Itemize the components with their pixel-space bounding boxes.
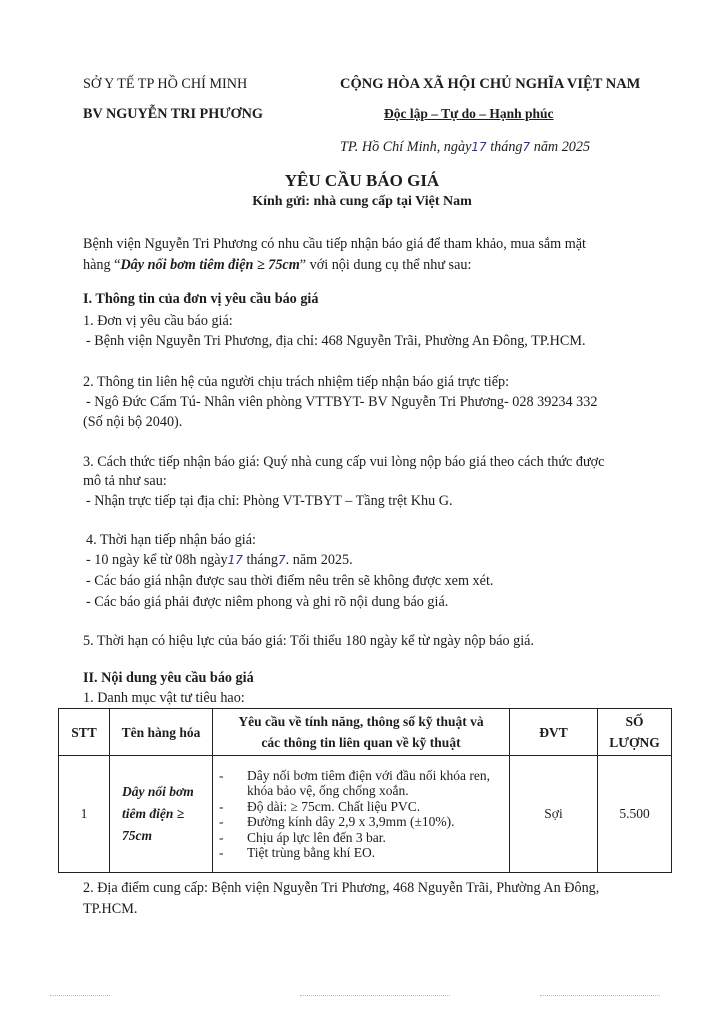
contact-extension: (Số nội bộ 2040). xyxy=(83,414,183,430)
col-header-qty-line-1: SỐ xyxy=(625,714,644,729)
section-1-item-3-cont: mô tả như sau: xyxy=(83,473,167,489)
date-prefix: TP. Hồ Chí Minh, ngày xyxy=(340,139,472,155)
col-header-unit: ĐVT xyxy=(510,709,598,756)
scan-artifact xyxy=(50,995,110,997)
scan-artifact xyxy=(540,995,660,997)
section-1-item-3-detail: - Nhận trực tiếp tại địa chỉ: Phòng VT-TBYT – Tầng trệt Khu G. xyxy=(86,493,453,509)
handwritten-deadline-month: 7 xyxy=(278,553,286,567)
national-motto-subtitle: Độc lập – Tự do – Hạnh phúc xyxy=(384,106,554,121)
cell-stt: 1 xyxy=(59,756,110,873)
col-header-spec xyxy=(213,709,510,756)
delivery-location-line-1: 2. Địa điểm cung cấp: Bệnh viện Nguyễn Tri Phương, 468 Nguyễn Trãi, Phường An Đông, xyxy=(83,880,600,896)
item-name-line-2: tiêm điện ≥ xyxy=(122,806,185,821)
spec-item: - Tiệt trùng bằng khí EO. xyxy=(217,845,505,861)
contact-person: - Ngô Đức Cẩm Tú- Nhân viên phòng VTTBYT- BV Nguyễn Tri Phương- 028 39234 332 xyxy=(86,394,598,410)
cell-qty: 5.500 xyxy=(598,756,672,873)
scan-artifact xyxy=(300,995,450,997)
requested-item: Dây nối bơm tiêm điện ≥ 75cm xyxy=(120,257,300,273)
cell-unit: Sợi xyxy=(510,756,598,873)
cell-specs xyxy=(213,756,510,873)
intro-suffix: ” với nội dung cụ thể như sau: xyxy=(299,257,472,273)
spec-item: - Đường kính dây 2,9 x 3,9mm (±10%). xyxy=(217,814,505,830)
col-header-spec-line-1: Yêu cầu về tính năng, thông số kỹ thuật và xyxy=(238,714,484,729)
table-row xyxy=(59,756,672,873)
intro-line-1: Bệnh viện Nguyễn Tri Phương có nhu cầu tiếp nhận báo giá để tham khảo, mua sắm mặt xyxy=(83,236,586,252)
section-1-item-5: 5. Thời hạn có hiệu lực của báo giá: Tối thiểu 180 ngày kể từ ngày nộp báo giá. xyxy=(83,633,535,649)
issuing-hospital: BV NGUYỄN TRI PHƯƠNG xyxy=(83,106,263,122)
deadline-suffix: . năm 2025. xyxy=(285,552,353,568)
page-title: YÊU CẦU BÁO GIÁ xyxy=(284,171,440,190)
date-suffix: năm 2025 xyxy=(533,139,591,155)
issuing-department: SỞ Y TẾ TP HỒ CHÍ MINH xyxy=(83,76,248,92)
handwritten-day: 17 xyxy=(471,140,487,154)
spec-list xyxy=(217,768,505,861)
section-1-item-1-detail: - Bệnh viện Nguyễn Tri Phương, địa chỉ: 468 Nguyễn Trãi, Phường An Đông, TP.HCM. xyxy=(86,333,586,349)
deadline-mid: tháng xyxy=(246,552,279,568)
items-table xyxy=(58,708,672,873)
section-1-item-2-title: 2. Thông tin liên hệ của người chịu trách nhiệm tiếp nhận báo giá trực tiếp: xyxy=(83,374,510,390)
deadline-note-1: - Các báo giá nhận được sau thời điểm nêu trên sẽ không được xem xét. xyxy=(86,573,494,589)
national-motto-title: CỘNG HÒA XÃ HỘI CHỦ NGHĨA VIỆT NAM xyxy=(340,76,641,92)
item-name-line-3: 75cm xyxy=(122,828,152,843)
spec-item: - Chịu áp lực lên đến 3 bar. xyxy=(217,830,505,846)
spec-item: - Dây nối bơm tiêm điện với đầu nối khóa ren, khóa bảo vệ, ống chống xoắn. xyxy=(217,768,505,799)
delivery-location-line-2: TP.HCM. xyxy=(83,901,138,917)
page-subtitle: Kính gửi: nhà cung cấp tại Việt Nam xyxy=(252,194,472,209)
deadline-line xyxy=(86,552,353,569)
col-header-stt: STT xyxy=(59,709,110,756)
section-1-heading: I. Thông tin của đơn vị yêu cầu báo giá xyxy=(83,291,319,307)
issue-date xyxy=(340,139,590,156)
handwritten-deadline-day: 17 xyxy=(227,553,243,567)
spec-item: - Độ dài: ≥ 75cm. Chất liệu PVC. xyxy=(217,799,505,815)
intro-line-2 xyxy=(83,257,471,274)
col-header-qty xyxy=(598,709,672,756)
section-1-item-1-title: 1. Đơn vị yêu cầu báo giá: xyxy=(83,313,233,329)
col-header-name: Tên hàng hóa xyxy=(110,709,213,756)
date-mid: tháng xyxy=(490,139,523,155)
deadline-prefix: - 10 ngày kể từ 08h ngày xyxy=(86,552,228,568)
table-header-row xyxy=(59,709,672,756)
section-1-item-3-title: 3. Cách thức tiếp nhận báo giá: Quý nhà cung cấp vui lòng nộp báo giá theo cách thức được xyxy=(83,454,605,470)
col-header-qty-line-2: LƯỢNG xyxy=(609,735,660,750)
col-header-spec-line-2: các thông tin liên quan về kỹ thuật xyxy=(261,735,461,750)
deadline-note-2: - Các báo giá phải được niêm phong và ghi rõ nội dung báo giá. xyxy=(86,594,449,610)
item-name-line-1: Dây nối bơm xyxy=(122,784,194,799)
section-2-list-title: 1. Danh mục vật tư tiêu hao: xyxy=(83,690,245,706)
intro-prefix: hàng “ xyxy=(83,257,121,273)
section-2-heading: II. Nội dung yêu cầu báo giá xyxy=(83,670,254,686)
handwritten-month: 7 xyxy=(522,140,531,154)
section-1-item-4-title: 4. Thời hạn tiếp nhận báo giá: xyxy=(86,532,256,548)
cell-item-name xyxy=(110,756,213,873)
